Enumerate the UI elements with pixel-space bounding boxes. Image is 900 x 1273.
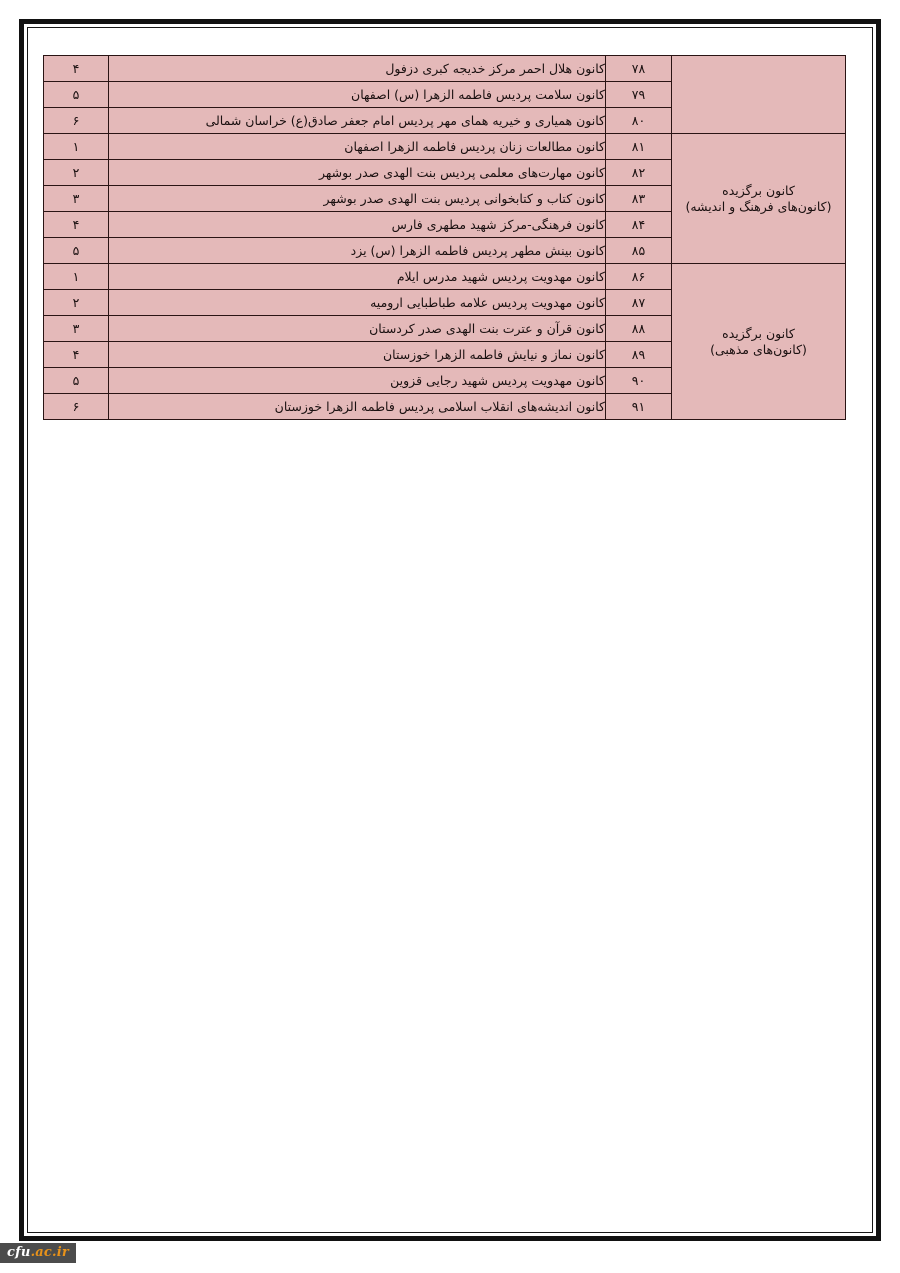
- row-index-cell: ۲: [44, 160, 109, 186]
- row-index-cell: ۳: [44, 316, 109, 342]
- watermark-domain: .ac.ir: [30, 1245, 69, 1260]
- center-name-cell: کانون همیاری و خیریه همای مهر پردیس امام جعفر صادق(ع) خراسان شمالی: [109, 108, 606, 134]
- center-name-cell: کانون بینش مطهر پردیس فاطمه الزهرا (س) یزد: [109, 238, 606, 264]
- row-id-cell: ۸۷: [606, 290, 672, 316]
- site-watermark: [0, 1243, 76, 1263]
- row-index-cell: ۶: [44, 394, 109, 420]
- table-row: [44, 264, 846, 290]
- center-name-cell: کانون اندیشه‌های انقلاب اسلامی پردیس فاطمه الزهرا خوزستان: [109, 394, 606, 420]
- row-id-cell: ۸۴: [606, 212, 672, 238]
- center-name-cell: کانون مهدویت پردیس شهید مدرس ایلام: [109, 264, 606, 290]
- row-id-cell: ۹۱: [606, 394, 672, 420]
- category-cell: کانون برگزیده (کانون‌های مذهبی): [672, 264, 846, 420]
- row-index-cell: ۶: [44, 108, 109, 134]
- table-row: [44, 56, 846, 82]
- row-index-cell: ۵: [44, 82, 109, 108]
- cultural-centers-table: [43, 55, 846, 420]
- center-name-cell: کانون فرهنگی-مرکز شهید مطهری فارس: [109, 212, 606, 238]
- center-name-cell: کانون مطالعات زنان پردیس فاطمه الزهرا اصفهان: [109, 134, 606, 160]
- row-id-cell: ۸۱: [606, 134, 672, 160]
- row-id-cell: ۷۸: [606, 56, 672, 82]
- row-id-cell: ۸۵: [606, 238, 672, 264]
- center-name-cell: کانون سلامت پردیس فاطمه الزهرا (س) اصفهان: [109, 82, 606, 108]
- row-index-cell: ۴: [44, 56, 109, 82]
- center-name-cell: کانون قرآن و عترت بنت الهدی صدر کردستان: [109, 316, 606, 342]
- center-name-cell: کانون مهارت‌های معلمی پردیس بنت الهدی صدر بوشهر: [109, 160, 606, 186]
- table-body: [44, 56, 846, 420]
- table-row: [44, 134, 846, 160]
- row-id-cell: ۸۳: [606, 186, 672, 212]
- category-cell: کانون برگزیده (کانون‌های فرهنگ و اندیشه): [672, 134, 846, 264]
- center-name-cell: کانون کتاب و کتابخوانی پردیس بنت الهدی صدر بوشهر: [109, 186, 606, 212]
- center-name-cell: کانون مهدویت پردیس شهید رجایی قزوین: [109, 368, 606, 394]
- row-index-cell: ۴: [44, 212, 109, 238]
- category-cell: [672, 56, 846, 134]
- watermark-name: cfu: [7, 1245, 31, 1260]
- row-index-cell: ۵: [44, 368, 109, 394]
- row-id-cell: ۹۰: [606, 368, 672, 394]
- row-index-cell: ۱: [44, 134, 109, 160]
- center-name-cell: کانون نماز و نیایش فاطمه الزهرا خوزستان: [109, 342, 606, 368]
- row-index-cell: ۲: [44, 290, 109, 316]
- row-id-cell: ۸۲: [606, 160, 672, 186]
- row-index-cell: ۵: [44, 238, 109, 264]
- row-id-cell: ۸۹: [606, 342, 672, 368]
- row-index-cell: ۴: [44, 342, 109, 368]
- center-name-cell: کانون مهدویت پردیس علامه طباطبایی ارومیه: [109, 290, 606, 316]
- row-id-cell: ۸۸: [606, 316, 672, 342]
- center-name-cell: کانون هلال احمر مرکز خدیجه کبری دزفول: [109, 56, 606, 82]
- row-index-cell: ۳: [44, 186, 109, 212]
- row-index-cell: ۱: [44, 264, 109, 290]
- row-id-cell: ۷۹: [606, 82, 672, 108]
- row-id-cell: ۸۰: [606, 108, 672, 134]
- row-id-cell: ۸۶: [606, 264, 672, 290]
